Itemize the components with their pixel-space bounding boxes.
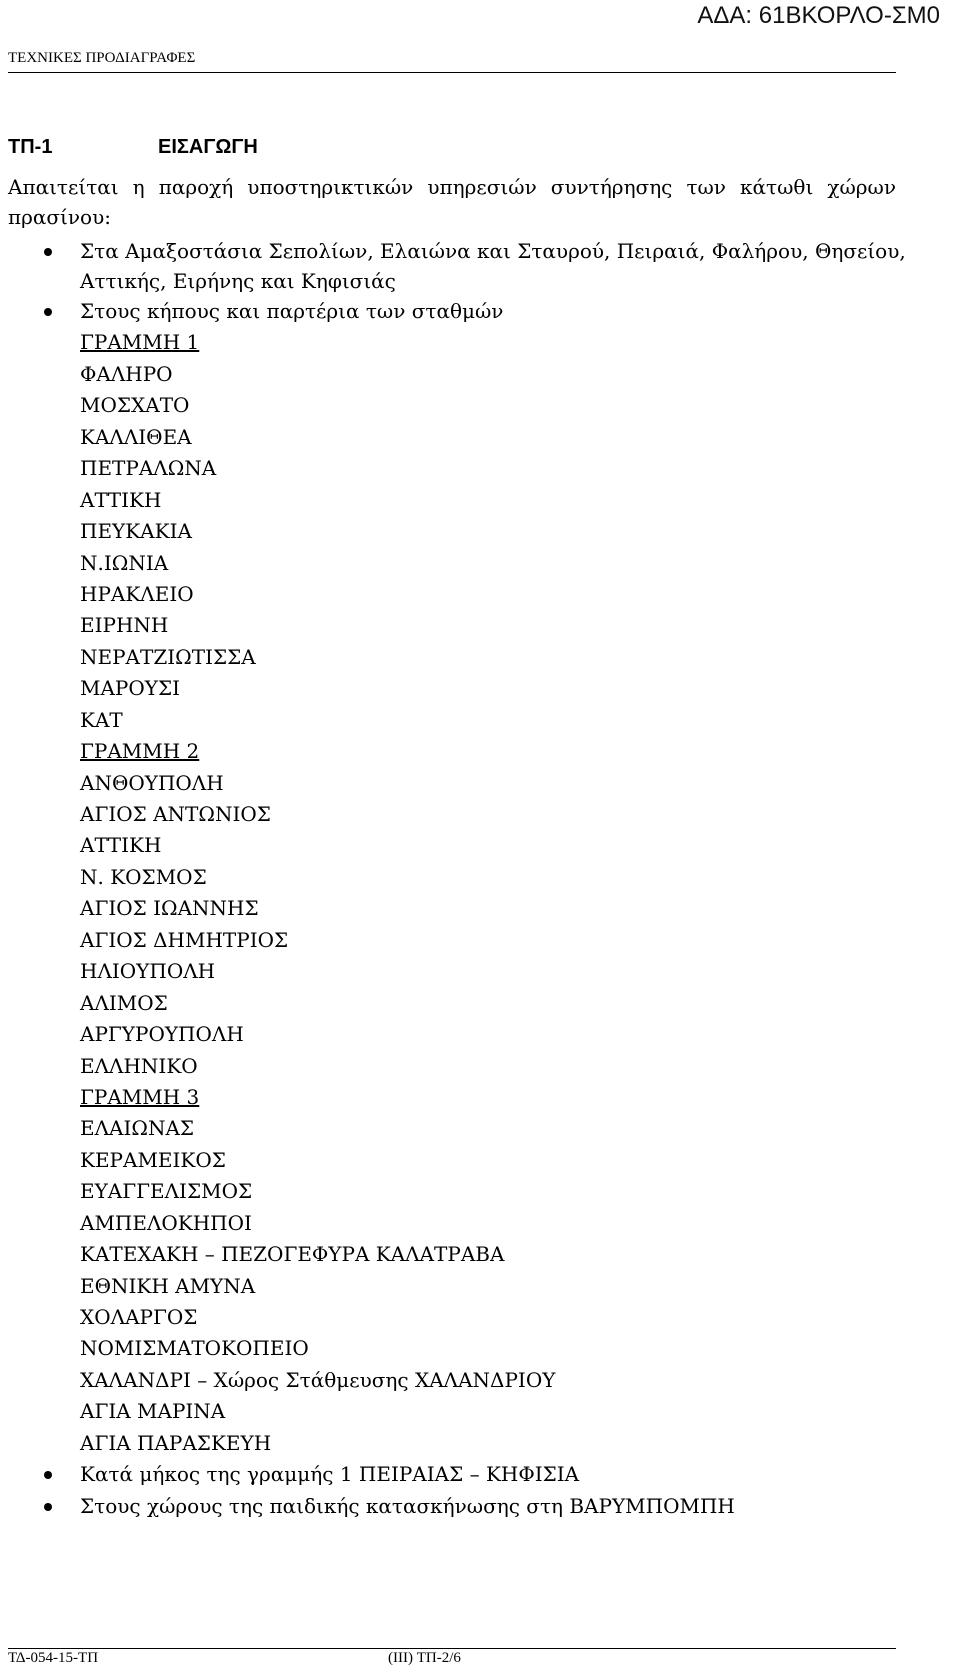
list-item-along-line [0, 1459, 930, 1490]
station-item: ΧΟΛΑΡΓΟΣ [80, 1305, 198, 1329]
station-item: ΜΟΣΧΑΤΟ [80, 393, 190, 418]
footer-doc-code: ΤΔ-054-15-ΤΠ [8, 1650, 99, 1666]
station-item: ΑΤΤΙΚΗ [80, 487, 162, 512]
list-item-camp [0, 1491, 930, 1522]
station-item: ΧΑΛΑΝΔΡΙ – Χώρος Στάθμευσης ΧΑΛΑΝΔΡΙΟΥ [80, 1367, 556, 1392]
station-item: ΦΑΛΗΡΟ [80, 361, 173, 386]
line3-title-text: ΓΡΑΜΜΗ 3 [80, 1084, 200, 1109]
bullet-icon [44, 1503, 52, 1511]
line2-title [0, 736, 930, 767]
depots-text: Στα Αμαξοστάσια Σεπολίων, Ελαιώνα και Σταυρού, Πειραιά, Φαλήρου, Θησείου, Αττικής, Ειρήνης και Κηφισιάς [80, 239, 906, 293]
footer-divider [8, 1648, 896, 1649]
station-item: ΗΡΑΚΛΕΙΟ [80, 581, 194, 606]
station-item: ΠΕΤΡΑΛΩΝΑ [80, 456, 217, 481]
list-item-depots [0, 236, 930, 296]
ada-code: ΑΔΑ: 61ΒΚΟΡΛΟ-ΣΜ0 [697, 2, 940, 29]
station-item: ΑΛΙΜΟΣ [80, 990, 168, 1015]
station-item: Ν.ΙΩΝΙΑ [80, 550, 169, 575]
station-item: ΗΛΙΟΥΠΟΛΗ [80, 959, 216, 984]
station-item: ΕΛΑΙΩΝΑΣ [80, 1116, 195, 1141]
station-item: ΕΘΝΙΚΗ ΑΜΥΝΑ [80, 1273, 256, 1298]
line3-title [0, 1082, 930, 1113]
station-item: ΑΡΓΥΡΟΥΠΟΛΗ [80, 1022, 244, 1047]
station-item: ΝΟΜΙΣΜΑΤΟΚΟΠΕΙΟ [80, 1336, 309, 1361]
station-item: ΑΓΙΟΣ ΔΗΜΗΤΡΙΟΣ [80, 927, 289, 952]
station-item: ΚΕΡΑΜΕΙΚΟΣ [80, 1147, 226, 1172]
section-number: ΤΠ-1 [8, 136, 53, 158]
line1-title [0, 327, 930, 358]
station-item: ΑΓΙΑ ΠΑΡΑΣΚΕΥΗ [80, 1430, 272, 1455]
station-item: ΚΑΤΕΧΑΚΗ – ΠΕΖΟΓΕΦΥΡΑ ΚΑΛΑΤΡΑΒΑ [80, 1242, 505, 1267]
gardens-text: Στους κήπους και παρτέρια των σταθμών [80, 299, 504, 323]
station-item: ΑΝΘΟΥΠΟΛΗ [80, 770, 224, 795]
header-divider [8, 72, 896, 73]
station-item: ΑΜΠΕΛΟΚΗΠΟΙ [80, 1210, 252, 1235]
along-line-text: Κατά μήκος της γραμμής 1 ΠΕΙΡΑΙΑΣ – ΚΗΦΙΣΙΑ [80, 1462, 580, 1487]
intro-paragraph: Απαιτείται η παροχή υποστηρικτικών υπηρεσιών συντήρησης των κάτωθι χώρων πρασίνου: [8, 175, 896, 229]
station-item: ΕΛΛΗΝΙΚΟ [80, 1053, 198, 1078]
station-item: ΚΑΛΛΙΘΕΑ [80, 424, 192, 449]
camp-text: Στους χώρους της παιδικής κατασκήνωσης στη ΒΑΡΥΜΠΟΜΠΗ [80, 1493, 735, 1518]
document-title: ΤΕΧΝΙΚΕΣ ΠΡΟΔΙΑΓΡΑΦΕΣ [8, 50, 196, 66]
locations-list [0, 236, 930, 1522]
station-item: ΑΓΙΟΣ ΙΩΑΝΝΗΣ [80, 896, 259, 921]
station-item: ΕΙΡΗΝΗ [80, 613, 169, 638]
bullet-icon [44, 308, 52, 316]
bullet-icon [44, 248, 52, 256]
station-item: ΜΑΡΟΥΣΙ [80, 676, 181, 701]
station-item: Ν. ΚΟΣΜΟΣ [80, 864, 207, 889]
station-item: ΑΓΙΑ ΜΑΡΙΝΑ [80, 1399, 226, 1424]
footer-page-number: (III) ΤΠ-2/6 [388, 1650, 461, 1666]
station-item: ΝΕΡΑΤΖΙΩΤΙΣΣΑ [80, 644, 256, 669]
line2-title-text: ΓΡΑΜΜΗ 2 [80, 739, 200, 764]
station-item: ΠΕΥΚΑΚΙΑ [80, 519, 192, 544]
station-item: ΕΥΑΓΓΕΛΙΣΜΟΣ [80, 1179, 253, 1204]
bullet-icon [44, 1471, 52, 1479]
line1-title-text: ΓΡΑΜΜΗ 1 [80, 330, 200, 355]
section-heading [8, 136, 258, 159]
station-item: ΚΑΤ [80, 707, 123, 732]
section-title: ΕΙΣΑΓΩΓΗ [158, 136, 258, 158]
station-item: ΑΓΙΟΣ ΑΝΤΩΝΙΟΣ [80, 802, 271, 826]
station-item: ΑΤΤΙΚΗ [80, 833, 162, 858]
list-item-gardens [0, 296, 930, 327]
